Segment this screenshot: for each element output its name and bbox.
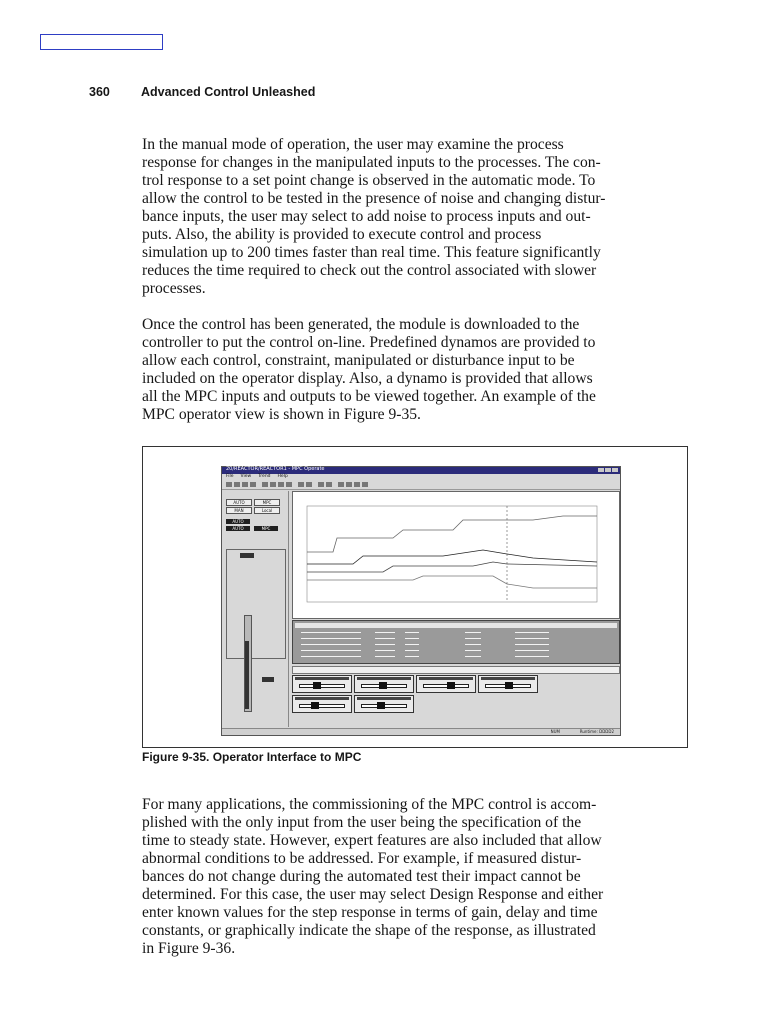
text-line: In the manual mode of operation, the user may examine the process [142,136,564,153]
minimize-icon [598,468,604,472]
dynamo [292,695,352,713]
menu-help: Help [277,474,288,479]
mpc-operator-screenshot [221,466,621,736]
toolbar-icon [326,482,332,487]
toolbar-icon [278,482,284,487]
table-row [295,630,617,635]
trend-chart [292,491,620,619]
paragraph-manual-mode [142,136,680,298]
toolbar-icon [270,482,276,487]
text-line: included on the operator display. Also, a dynamo is provided that allows [142,370,593,387]
toolbar-icon [286,482,292,487]
menu-view: View [240,474,252,479]
dynamo [354,695,414,713]
status-runtime: Runtime: DDDD2 [579,729,614,734]
plot-area [307,506,597,602]
table-row [295,654,617,659]
text-line: in Figure 9-36. [142,940,236,957]
status-auto: AUTO [226,519,250,524]
toolbar-icon [226,482,232,487]
menubar [222,474,620,480]
mode-man-button: MAN [226,507,252,514]
text-line: abnormal conditions to be addressed. For example, if measured distur- [142,850,582,867]
text-line: enter known values for the step response in terms of gain, delay and time [142,904,598,921]
toolbar-icon [298,482,304,487]
text-line: constants, or graphically indicate the shape of the response, as illustrated [142,922,596,939]
figure-9-35 [142,446,688,748]
menu-trend: Trend [258,474,271,479]
toolbar-icon [306,482,312,487]
text-line: bances do not change during the automated test their impact cannot be [142,868,581,885]
dynamo [354,675,414,693]
trend-plot [293,492,619,618]
text-line: Once the control has been generated, the module is downloaded to the [142,316,580,333]
toolbar-icon [318,482,324,487]
summary-strip [292,666,620,674]
faceplate-value [240,553,254,558]
page-number: 360 [89,85,110,99]
table-row [295,642,617,647]
toolbar-icon [234,482,240,487]
faceplate-slider-fill [245,641,249,709]
toolbar [222,481,620,490]
text-line: trol response to a set point change is observed in the automatic mode. To [142,172,596,189]
status-num: NUM [550,729,560,734]
highlight-box [40,34,163,50]
figure-caption: Figure 9-35. Operator Interface to MPC [142,750,362,764]
toolbar-icon [250,482,256,487]
text-line: plished with the only input from the user being the specification of the [142,814,582,831]
paragraph-commissioning [142,796,680,958]
toolbar-icon [242,482,248,487]
text-line: puts. Also, the ability is provided to execute control and process [142,226,542,243]
toolbar-icon [338,482,344,487]
paragraph-control-generated [142,316,680,424]
maximize-icon [605,468,611,472]
window-title: 20/REACTOR/REACTOR1 - MPC Operate [226,466,325,472]
text-line: bance inputs, the user may select to add noise to process inputs and out- [142,208,591,225]
status-mpc: MPC [254,526,278,531]
menu-file: File [226,474,234,479]
text-line: For many applications, the commissioning of the MPC control is accom- [142,796,597,813]
table-row [295,636,617,641]
mode-panel [222,491,289,727]
text-line: allow each control, constraint, manipulated or disturbance input to be [142,352,575,369]
toolbar-icon [362,482,368,487]
text-line: determined. For this case, the user may select Design Response and either [142,886,604,903]
text-line: allow the control to be tested in the presence of noise and changing distur- [142,190,606,207]
dynamo [292,675,352,693]
dynamo [478,675,538,693]
running-head [89,85,315,99]
text-line: processes. [142,280,206,297]
io-dynamos [292,675,542,715]
mode-auto-button: AUTO [226,499,252,506]
mode-mpc-button: MPC [254,499,280,506]
table-header [295,623,617,628]
dynamo [416,675,476,693]
toolbar-icon [262,482,268,487]
table-row [295,648,617,653]
mode-local-button: Local [254,507,280,514]
status-auto: AUTO [226,526,250,531]
text-line: simulation up to 200 times faster than real time. This feature significantly [142,244,601,261]
text-line: all the MPC inputs and outputs to be viewed together. An example of the [142,388,596,405]
text-line: controller to put the control on-line. Predefined dynamos are provided to [142,334,596,351]
toolbar-icon [354,482,360,487]
text-line: MPC operator view is shown in Figure 9-35. [142,406,421,423]
status-bar [222,728,620,735]
text-line: response for changes in the manipulated inputs to the processes. The con- [142,154,601,171]
window-titlebar [222,467,620,474]
parameter-table [292,620,620,664]
running-title: Advanced Control Unleashed [141,85,316,99]
toolbar-icon [346,482,352,487]
faceplate [226,549,286,659]
text-line: reduces the time required to check out the control associated with slower [142,262,597,279]
close-icon [612,468,618,472]
text-line: time to steady state. However, expert features are also included that allow [142,832,602,849]
setpoint-marker [262,677,274,682]
